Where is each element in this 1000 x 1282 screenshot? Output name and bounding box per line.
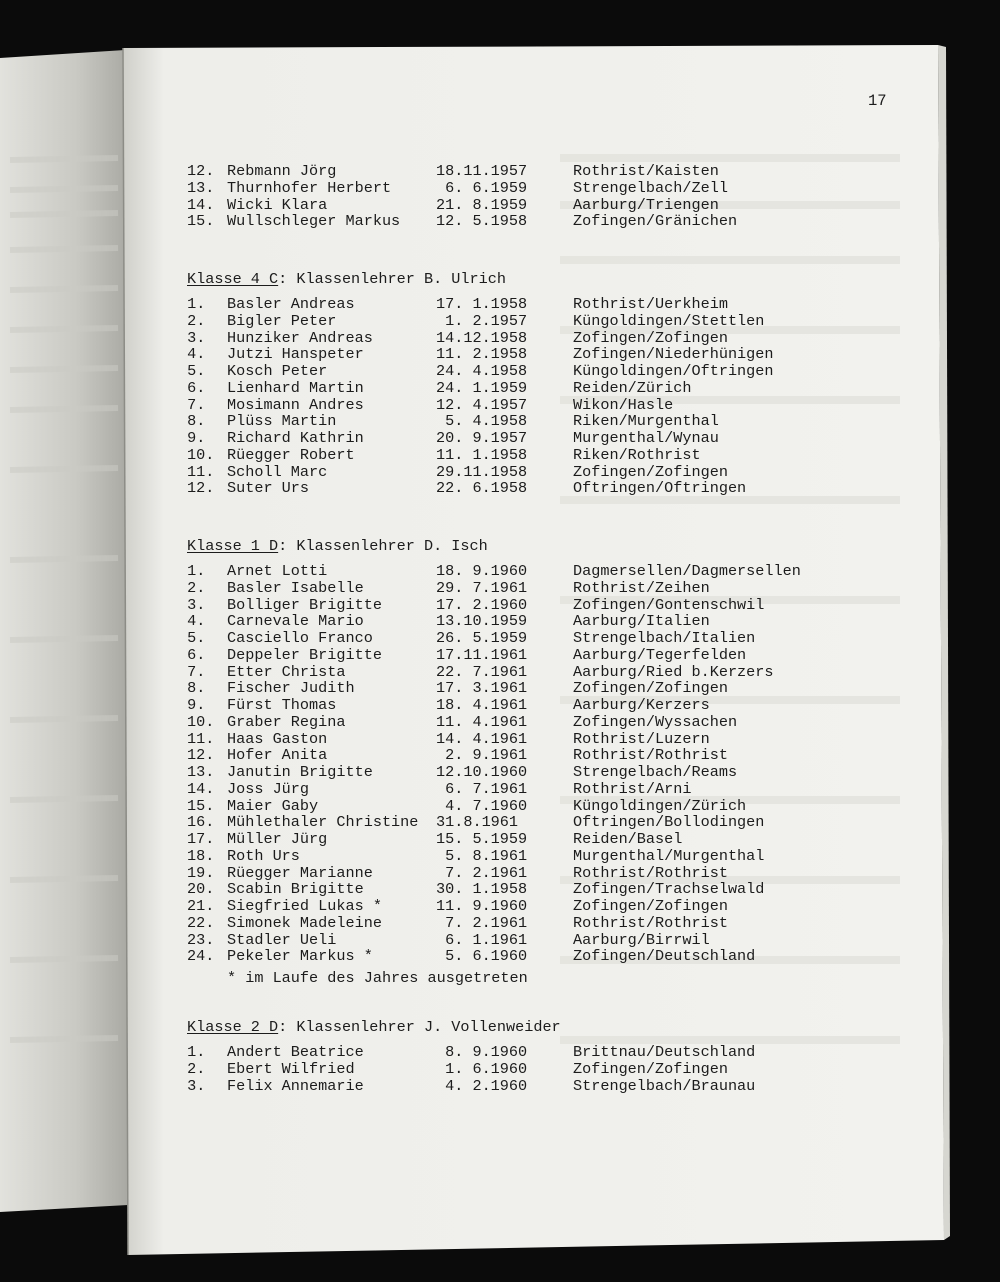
row-number: 24. bbox=[187, 947, 215, 966]
residence-hometown: Dagmersellen/Dagmersellen bbox=[573, 562, 801, 580]
row-number: 5. bbox=[178, 362, 206, 380]
birth-date: 26. 5.1959 bbox=[436, 629, 528, 647]
residence-hometown: Küngoldingen/Oftringen bbox=[573, 362, 774, 380]
student-name: Kosch Peter bbox=[227, 362, 328, 380]
birth-date: 20. 9.1957 bbox=[436, 429, 528, 447]
residence-hometown: Rothrist/Luzern bbox=[573, 729, 710, 748]
student-name: Basler Isabelle bbox=[227, 578, 364, 597]
student-name: Müller Jürg bbox=[227, 830, 328, 848]
student-name: Jutzi Hanspeter bbox=[227, 345, 364, 364]
student-name: Hunziker Andreas bbox=[227, 328, 373, 347]
row-number: 21. bbox=[187, 897, 215, 915]
residence-hometown: Küngoldingen/Zürich bbox=[573, 796, 747, 815]
student-name: Bigler Peter bbox=[227, 311, 337, 330]
residence-hometown: Zofingen/Wyssachen bbox=[573, 712, 738, 731]
row-number: 3. bbox=[178, 595, 206, 614]
row-number: 1. bbox=[178, 295, 206, 313]
residence-hometown: Wikon/Hasle bbox=[573, 395, 674, 414]
birth-date: 5. 4.1958 bbox=[436, 412, 528, 431]
residence-hometown: Aarburg/Italien bbox=[573, 612, 710, 631]
row-number: 12. bbox=[187, 746, 215, 765]
birth-date: 29. 7.1961 bbox=[436, 578, 528, 597]
row-number: 4. bbox=[178, 612, 206, 631]
student-name: Scholl Marc bbox=[227, 462, 328, 481]
row-number: 23. bbox=[187, 930, 215, 949]
student-name: Suter Urs bbox=[227, 479, 310, 498]
student-name: Richard Kathrin bbox=[227, 429, 364, 447]
class-label: Klasse 2 D bbox=[187, 1018, 279, 1036]
birth-date: 12. 4.1957 bbox=[436, 395, 528, 414]
residence-hometown: Rothrist/Rothrist bbox=[573, 913, 728, 932]
student-name: Simonek Madeleine bbox=[227, 913, 382, 932]
class-teacher: : Klassenlehrer B. Ulrich bbox=[278, 270, 506, 288]
birth-date: 13.10.1959 bbox=[436, 612, 528, 631]
birth-date: 22. 7.1961 bbox=[436, 662, 528, 681]
student-name: Fürst Thomas bbox=[227, 696, 337, 714]
residence-hometown: Strengelbach/Reams bbox=[573, 763, 738, 781]
residence-hometown: Murgenthal/Murgenthal bbox=[573, 846, 765, 865]
row-number: 12. bbox=[187, 162, 215, 180]
row-number: 1. bbox=[178, 1043, 206, 1061]
student-name: Arnet Lotti bbox=[227, 562, 328, 580]
student-name: Pekeler Markus * bbox=[227, 947, 373, 966]
birth-date: 30. 1.1958 bbox=[436, 880, 528, 899]
birth-date: 7. 2.1961 bbox=[436, 913, 528, 932]
student-name: Plüss Martin bbox=[227, 412, 337, 431]
birth-date: 11. 9.1960 bbox=[436, 897, 528, 915]
birth-date: 18. 9.1960 bbox=[436, 562, 528, 580]
birth-date: 1. 2.1957 bbox=[436, 311, 528, 330]
birth-date: 29.11.1958 bbox=[436, 462, 528, 481]
row-number: 6. bbox=[178, 645, 206, 664]
residence-hometown: Oftringen/Oftringen bbox=[573, 479, 747, 498]
birth-date: 11. 4.1961 bbox=[436, 712, 528, 731]
residence-hometown: Zofingen/Zofingen bbox=[573, 462, 728, 481]
residence-hometown: Riken/Rothrist bbox=[573, 445, 701, 464]
residence-hometown: Strengelbach/Braunau bbox=[573, 1076, 756, 1095]
row-number: 2. bbox=[178, 578, 206, 597]
row-number: 9. bbox=[178, 696, 206, 714]
residence-hometown: Reiden/Basel bbox=[573, 830, 683, 848]
residence-hometown: Strengelbach/Italien bbox=[573, 629, 756, 647]
student-name: Wullschleger Markus bbox=[227, 212, 401, 231]
birth-date: 17. 1.1958 bbox=[436, 295, 528, 313]
row-number: 10. bbox=[187, 445, 215, 464]
student-name: Lienhard Martin bbox=[227, 378, 364, 397]
birth-date: 31.8.1961 bbox=[436, 813, 519, 832]
residence-hometown: Aarburg/Ried b.Kerzers bbox=[573, 662, 774, 681]
student-name: Casciello Franco bbox=[227, 629, 373, 647]
residence-hometown: Aarburg/Triengen bbox=[573, 195, 719, 214]
student-name: Andert Beatrice bbox=[227, 1043, 364, 1061]
student-name: Etter Christa bbox=[227, 662, 346, 681]
residence-hometown: Aarburg/Birrwil bbox=[573, 930, 710, 949]
birth-date: 11. 1.1958 bbox=[436, 445, 528, 464]
residence-hometown: Rothrist/Rothrist bbox=[573, 746, 728, 765]
row-number: 17. bbox=[187, 830, 215, 848]
row-number: 13. bbox=[187, 763, 215, 781]
residence-hometown: Strengelbach/Zell bbox=[573, 178, 728, 197]
birth-date: 6. 6.1959 bbox=[436, 178, 528, 197]
student-name: Graber Regina bbox=[227, 712, 346, 731]
row-number: 15. bbox=[187, 796, 215, 815]
birth-date: 15. 5.1959 bbox=[436, 830, 528, 848]
residence-hometown: Zofingen/Zofingen bbox=[573, 679, 728, 698]
birth-date: 12.10.1960 bbox=[436, 763, 528, 781]
student-name: Rebmann Jörg bbox=[227, 162, 337, 180]
student-name: Bolliger Brigitte bbox=[227, 595, 382, 614]
residence-hometown: Rothrist/Arni bbox=[573, 779, 692, 798]
student-name: Haas Gaston bbox=[227, 729, 328, 748]
row-number: 14. bbox=[187, 195, 215, 214]
residence-hometown: Zofingen/Trachselwald bbox=[573, 880, 765, 899]
residence-hometown: Murgenthal/Wynau bbox=[573, 429, 719, 447]
birth-date: 5. 8.1961 bbox=[436, 846, 528, 865]
student-name: Fischer Judith bbox=[227, 679, 355, 698]
birth-date: 17.11.1961 bbox=[436, 645, 528, 664]
student-name: Mühlethaler Christine bbox=[227, 813, 419, 832]
row-number: 7. bbox=[178, 662, 206, 681]
student-name: Felix Annemarie bbox=[227, 1076, 364, 1095]
birth-date: 22. 6.1958 bbox=[436, 479, 528, 498]
birth-date: 2. 9.1961 bbox=[436, 746, 528, 765]
residence-hometown: Zofingen/Niederhünigen bbox=[573, 345, 774, 364]
student-name: Rüegger Marianne bbox=[227, 863, 373, 882]
birth-date: 7. 2.1961 bbox=[436, 863, 528, 882]
row-number: 13. bbox=[187, 178, 215, 197]
student-name: Roth Urs bbox=[227, 846, 300, 865]
row-number: 1. bbox=[178, 562, 206, 580]
row-number: 2. bbox=[178, 311, 206, 330]
birth-date: 14.12.1958 bbox=[436, 328, 528, 347]
class-label: Klasse 4 C bbox=[187, 270, 279, 288]
student-name: Deppeler Brigitte bbox=[227, 645, 382, 664]
student-name: Scabin Brigitte bbox=[227, 880, 364, 899]
row-number: 9. bbox=[178, 429, 206, 447]
student-name: Maier Gaby bbox=[227, 796, 319, 815]
birth-date: 4. 2.1960 bbox=[436, 1076, 528, 1095]
residence-hometown: Zofingen/Deutschland bbox=[573, 947, 756, 966]
student-name: Janutin Brigitte bbox=[227, 763, 373, 781]
row-number: 8. bbox=[178, 679, 206, 698]
row-number: 3. bbox=[178, 328, 206, 347]
birth-date: 14. 4.1961 bbox=[436, 729, 528, 748]
residence-hometown: Zofingen/Zofingen bbox=[573, 328, 728, 347]
row-number: 20. bbox=[187, 880, 215, 899]
birth-date: 17. 2.1960 bbox=[436, 595, 528, 614]
student-name: Stadler Ueli bbox=[227, 930, 337, 949]
student-name: Ebert Wilfried bbox=[227, 1059, 355, 1078]
birth-date: 18. 4.1961 bbox=[436, 696, 528, 714]
residence-hometown: Riken/Murgenthal bbox=[573, 412, 719, 431]
birth-date: 12. 5.1958 bbox=[436, 212, 528, 231]
row-number: 18. bbox=[187, 846, 215, 865]
birth-date: 21. 8.1959 bbox=[436, 195, 528, 214]
birth-date: 6. 7.1961 bbox=[436, 779, 528, 798]
residence-hometown: Brittnau/Deutschland bbox=[573, 1043, 756, 1061]
residence-hometown: Rothrist/Zeihen bbox=[573, 578, 710, 597]
student-name: Carnevale Mario bbox=[227, 612, 364, 631]
row-number: 16. bbox=[187, 813, 215, 832]
student-name: Joss Jürg bbox=[227, 779, 310, 798]
row-number: 6. bbox=[178, 378, 206, 397]
row-number: 2. bbox=[178, 1059, 206, 1078]
row-number: 15. bbox=[187, 212, 215, 231]
birth-date: 1. 6.1960 bbox=[436, 1059, 528, 1078]
class-label: Klasse 1 D bbox=[187, 537, 279, 555]
residence-hometown: Reiden/Zürich bbox=[573, 378, 692, 397]
student-name: Basler Andreas bbox=[227, 295, 355, 313]
residence-hometown: Zofingen/Gränichen bbox=[573, 212, 738, 231]
row-number: 14. bbox=[187, 779, 215, 798]
row-number: 10. bbox=[187, 712, 215, 731]
student-name: Wicki Klara bbox=[227, 195, 328, 214]
birth-date: 18.11.1957 bbox=[436, 162, 528, 180]
row-number: 11. bbox=[187, 462, 215, 481]
row-number: 7. bbox=[178, 395, 206, 414]
footnote: * im Laufe des Jahres ausgetreten bbox=[227, 969, 528, 987]
birth-date: 24. 1.1959 bbox=[436, 378, 528, 397]
residence-hometown: Aarburg/Kerzers bbox=[573, 696, 710, 714]
row-number: 5. bbox=[178, 629, 206, 647]
class-teacher: : Klassenlehrer D. Isch bbox=[278, 537, 488, 555]
class-teacher: : Klassenlehrer J. Vollenweider bbox=[278, 1018, 561, 1036]
row-number: 11. bbox=[187, 729, 215, 748]
residence-hometown: Rothrist/Rothrist bbox=[573, 863, 728, 882]
student-name: Thurnhofer Herbert bbox=[227, 178, 392, 197]
row-number: 4. bbox=[178, 345, 206, 364]
student-name: Rüegger Robert bbox=[227, 445, 355, 464]
birth-date: 17. 3.1961 bbox=[436, 679, 528, 698]
residence-hometown: Rothrist/Uerkheim bbox=[573, 295, 728, 313]
student-name: Mosimann Andres bbox=[227, 395, 364, 414]
residence-hometown: Zofingen/Zofingen bbox=[573, 897, 728, 915]
residence-hometown: Küngoldingen/Stettlen bbox=[573, 311, 765, 330]
birth-date: 6. 1.1961 bbox=[436, 930, 528, 949]
birth-date: 5. 6.1960 bbox=[436, 947, 528, 966]
row-number: 22. bbox=[187, 913, 215, 932]
birth-date: 11. 2.1958 bbox=[436, 345, 528, 364]
birth-date: 24. 4.1958 bbox=[436, 362, 528, 380]
birth-date: 8. 9.1960 bbox=[436, 1043, 528, 1061]
row-number: 3. bbox=[178, 1076, 206, 1095]
residence-hometown: Oftringen/Bollodingen bbox=[573, 813, 765, 832]
residence-hometown: Zofingen/Gontenschwil bbox=[573, 595, 765, 614]
row-number: 19. bbox=[187, 863, 215, 882]
residence-hometown: Zofingen/Zofingen bbox=[573, 1059, 728, 1078]
birth-date: 4. 7.1960 bbox=[436, 796, 528, 815]
student-name: Hofer Anita bbox=[227, 746, 328, 765]
row-number: 8. bbox=[178, 412, 206, 431]
row-number: 12. bbox=[187, 479, 215, 498]
page-number: 17 bbox=[868, 92, 887, 110]
residence-hometown: Aarburg/Tegerfelden bbox=[573, 645, 747, 664]
residence-hometown: Rothrist/Kaisten bbox=[573, 162, 719, 180]
student-name: Siegfried Lukas * bbox=[227, 897, 382, 915]
